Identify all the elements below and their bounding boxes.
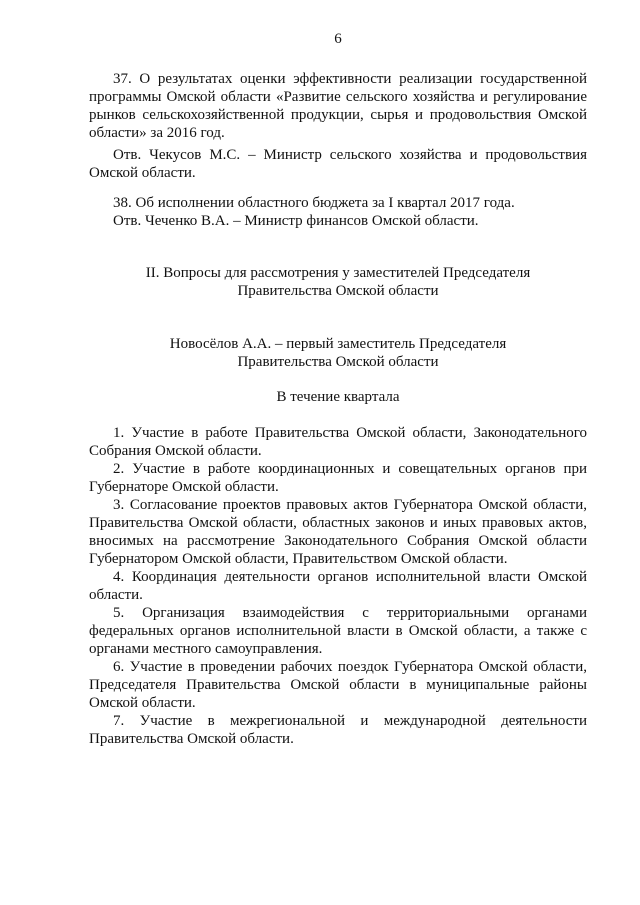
agenda-item-text: 38. Об исполнении областного бюджета за I квартал 2017 года.: [113, 195, 515, 211]
task-item: 6. Участие в проведении рабочих поездок Губернатора Омской области, Председателя Правительства Омской области в муниципальные районы Омской области.: [89, 659, 587, 711]
period-block: [89, 388, 587, 406]
task-item: 1. Участие в работе Правительства Омской области, Законодательного Собрания Омской области.: [89, 425, 587, 459]
section-heading-block: [89, 264, 587, 300]
deputy-title: Новосёлов А.А. – первый заместитель Председателя Правительства Омской области: [169, 336, 507, 370]
agenda-item-text: 37. О результатах оценки эффективности реализации государственной программы Омской области «Развитие сельского хозяйства и регулирование рынков сельскохозяйственной продукции, сырья и продовольствия Омской области» за 2016 год.: [89, 71, 587, 141]
page-number: 6: [334, 31, 342, 47]
task-item: 7. Участие в межрегиональной и международной деятельности Правительства Омской области.: [89, 713, 587, 747]
task-item: 3. Согласование проектов правовых актов Губернатора Омской области, Правительства Омской области, областных законов и иных правовых актов, вносимых на рассмотрение Законодательного Собрания Омской области Губернатором Омской области, Правительством Омской области.: [89, 497, 587, 567]
agenda-item-37: [89, 70, 587, 182]
deputy-block: [89, 335, 587, 371]
section-heading: II. Вопросы для рассмотрения у заместителей Председателя Правительства Омской области: [145, 265, 531, 299]
period-label: В течение квартала: [276, 389, 400, 405]
task-item: 5. Организация взаимодействия с территориальными органами федеральных органов исполнительной власти в Омской области, а также с органами местного самоуправления.: [89, 605, 587, 657]
task-list: [89, 424, 587, 748]
agenda-item-38: [89, 194, 587, 230]
agenda-item-responsible: Отв. Чеченко В.А. – Министр финансов Омской области.: [113, 213, 479, 229]
task-item: 2. Участие в работе координационных и совещательных органов при Губернаторе Омской области.: [89, 461, 587, 495]
agenda-item-responsible: Отв. Чекусов М.С. – Министр сельского хозяйства и продовольствия Омской области.: [89, 147, 587, 181]
task-item: 4. Координация деятельности органов исполнительной власти Омской области.: [89, 569, 587, 603]
